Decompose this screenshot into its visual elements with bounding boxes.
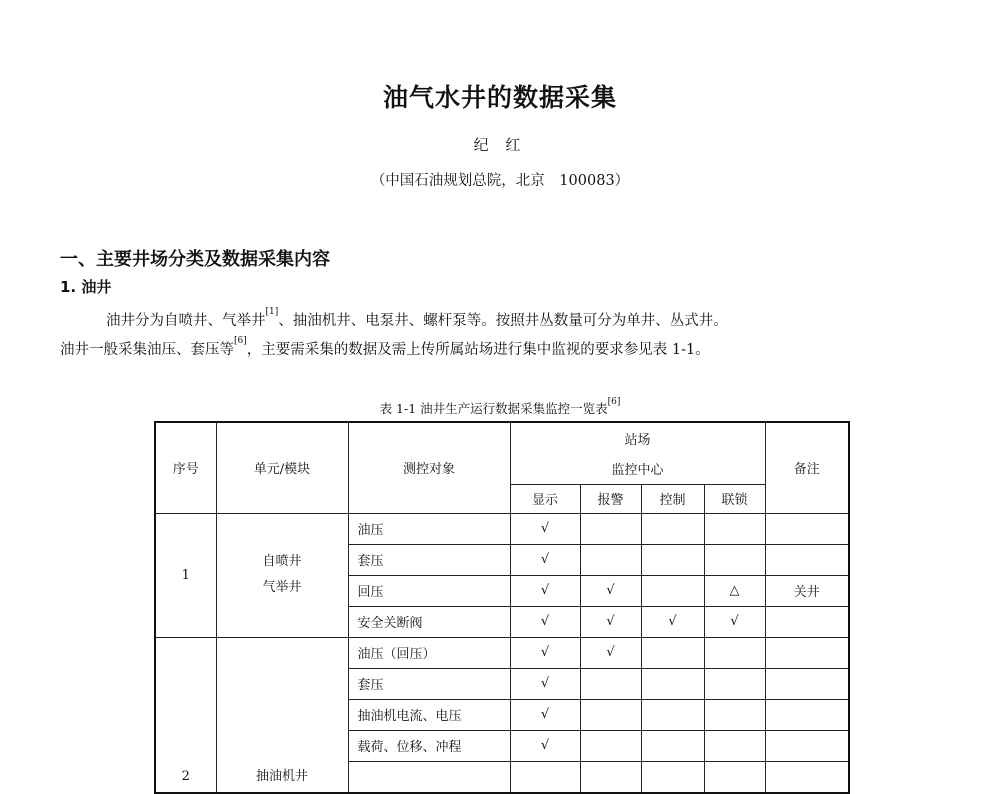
affiliation: （中国石油规划总院，北京 100083）: [370, 173, 630, 189]
citation: [6]: [607, 397, 621, 407]
text: 油井分为自喷井、气举井: [106, 313, 266, 329]
cell-display: √: [510, 730, 580, 761]
header-interlock: 联锁: [704, 484, 765, 513]
cell-control: [641, 637, 704, 668]
cell-remark: [765, 668, 849, 699]
data-table: [154, 421, 850, 794]
cell-object: 抽油机电流、电压: [348, 699, 510, 730]
cell-remark: [765, 606, 849, 637]
cell-control: [641, 544, 704, 575]
cell-interlock: △: [704, 575, 765, 606]
cell-interlock: [704, 699, 765, 730]
paragraph-line-2: [60, 338, 960, 359]
cell-alarm: √: [580, 606, 641, 637]
cell-control: [641, 513, 704, 544]
cell-control: [641, 668, 704, 699]
cell-interlock: [704, 668, 765, 699]
cell-object: [348, 761, 510, 793]
cell-interlock: [704, 544, 765, 575]
cell-object: 套压: [348, 668, 510, 699]
cell-object: 油压: [348, 513, 510, 544]
caption-text: 表 1-1 油井生产运行数据采集监控一览表: [379, 401, 608, 416]
unit-line: 气举井: [262, 580, 302, 595]
unit-value: 抽油机井: [255, 768, 308, 784]
cell-interlock: [704, 637, 765, 668]
paragraph-line-1: [60, 309, 960, 330]
cell-display: [510, 761, 580, 793]
cell-alarm: [580, 513, 641, 544]
cell-interlock: [704, 761, 765, 793]
cell-remark: [765, 637, 849, 668]
cell-display: √: [510, 513, 580, 544]
cell-remark: [765, 761, 849, 793]
cell-unit: [216, 637, 348, 793]
header-station: 站场: [510, 422, 765, 454]
cell-unit: [216, 513, 348, 637]
cell-object: 载荷、位移、冲程: [348, 730, 510, 761]
cell-display: √: [510, 575, 580, 606]
header-unit: 单元/模块: [216, 422, 348, 513]
cell-display: √: [510, 699, 580, 730]
header-remark: 备注: [765, 422, 849, 513]
header-object: 测控对象: [348, 422, 510, 513]
cell-control: [641, 730, 704, 761]
header-display: 显示: [510, 484, 580, 513]
header-control: 控制: [641, 484, 704, 513]
cell-seq: 1: [155, 513, 216, 637]
cell-remark: 关井: [765, 575, 849, 606]
header-seq: 序号: [155, 422, 216, 513]
cell-display: √: [510, 606, 580, 637]
cell-remark: [765, 513, 849, 544]
text: ，主要需采集的数据及需上传所属站场进行集中监视的要求参见表 1-1。: [246, 342, 710, 358]
author: 纪 红: [473, 136, 527, 154]
cell-control: √: [641, 606, 704, 637]
cell-object: 套压: [348, 544, 510, 575]
cell-display: √: [510, 668, 580, 699]
cell-interlock: [704, 513, 765, 544]
cell-remark: [765, 544, 849, 575]
table-row: [155, 637, 849, 668]
cell-seq: [155, 637, 216, 793]
cell-alarm: [580, 699, 641, 730]
cell-interlock: √: [704, 606, 765, 637]
header-row: [155, 422, 849, 454]
cell-alarm: [580, 668, 641, 699]
cell-alarm: [580, 761, 641, 793]
header-center: 监控中心: [510, 454, 765, 484]
table-row: [155, 513, 849, 544]
cell-object: 回压: [348, 575, 510, 606]
cell-interlock: [704, 730, 765, 761]
unit-line: 自喷井: [262, 554, 302, 569]
cell-object: 安全关断阀: [348, 606, 510, 637]
cell-remark: [765, 699, 849, 730]
cell-control: [641, 761, 704, 793]
cell-display: √: [510, 637, 580, 668]
cell-control: [641, 575, 704, 606]
cell-alarm: [580, 544, 641, 575]
table-caption: [0, 399, 1000, 417]
cell-alarm: [580, 730, 641, 761]
text: 、抽油机井、电泵井、螺杆泵等。按照井丛数量可分为单井、丛式井。: [278, 313, 728, 329]
cell-alarm: √: [580, 575, 641, 606]
cell-object: 油压（回压）: [348, 637, 510, 668]
section-heading: 一、主要井场分类及数据采集内容: [60, 249, 330, 270]
cell-control: [641, 699, 704, 730]
seq-value: 2: [181, 768, 190, 784]
cell-remark: [765, 730, 849, 761]
cell-display: √: [510, 544, 580, 575]
cell-alarm: √: [580, 637, 641, 668]
header-alarm: 报警: [580, 484, 641, 513]
text: 油井一般采集油压、套压等: [60, 342, 234, 358]
subsection-heading: 1. 油井: [60, 278, 112, 296]
citation: [1]: [265, 307, 279, 317]
document-title: 油气水井的数据采集: [382, 83, 617, 112]
citation: [6]: [234, 336, 247, 346]
